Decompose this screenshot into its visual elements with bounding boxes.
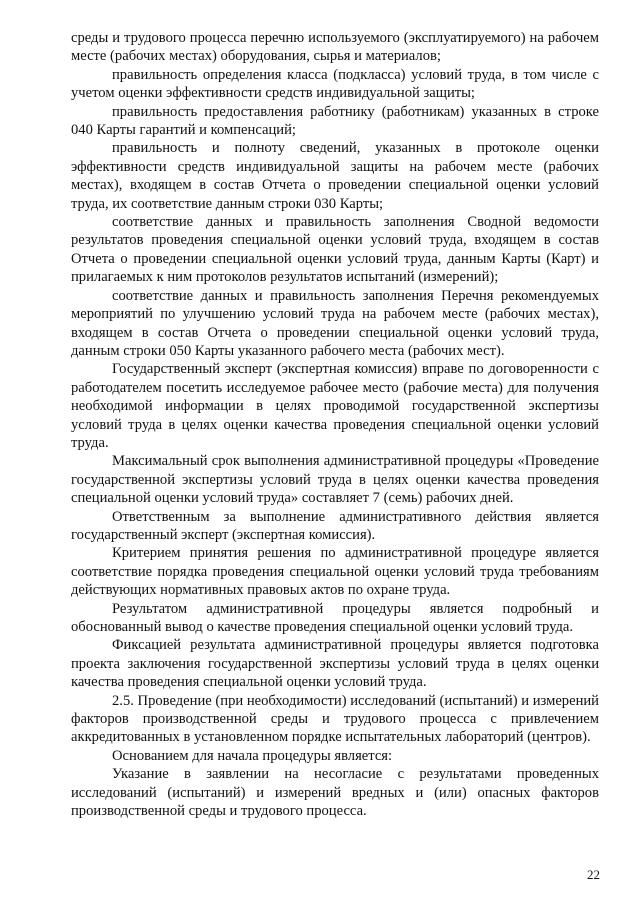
page-number: 22 <box>587 867 600 882</box>
paragraph: Указание в заявлении на несогласие с результатами проведенных исследований (испытаний) и измерений вредных и (или) опасных факторов производственной среды и трудового процесса. <box>71 766 599 820</box>
section-heading-paragraph: 2.5. Проведение (при необходимости) исследований (испытаний) и измерений факторов производственной среды и трудового процесса с привлечением аккредитованных в установленном порядке испытательных лабораторий (центров). <box>71 692 599 746</box>
paragraph: Основанием для начала процедуры является: <box>112 747 393 764</box>
paragraph: Государственный эксперт (экспертная комиссия) вправе по договоренности с работодателем посетить исследуемое рабочее место (рабочие места) для получения необходимой информации в целях проводимой государственной экспертизы условий труда в целях оценки качества проведения специальной оценки условий труда. <box>71 361 599 451</box>
paragraph: Максимальный срок выполнения административной процедуры «Проведение государственной экспертизы условий труда в целях оценки качества проведения специальной оценки условий труда» составляет 7 (семь) рабочих дней. <box>71 453 599 507</box>
paragraph: правильность и полноту сведений, указанных в протоколе оценки эффективности средств индивидуальной защиты на рабочем месте (рабочих местах), входящем в состав Отчета о проведении специальной оценки условий труда, их соответствие данным строки 030 Карты; <box>71 140 599 212</box>
paragraph: Ответственным за выполнение административного действия является государственный эксперт (экспертная комиссия). <box>71 508 599 543</box>
document-body <box>71 29 599 820</box>
paragraph: правильность предоставления работнику (работникам) указанных в строке 040 Карты гарантий и компенсаций; <box>71 103 599 139</box>
paragraph: Критерием принятия решения по административной процедуре является соответствие порядка проведения специальной оценки условий труда требованиям действующих нормативных правовых актов по охране труда. <box>71 545 599 599</box>
paragraph: соответствие данных и правильность заполнения Сводной ведомости результатов проведения специальной оценки условий труда, входящем в состав Отчета о проведении специальной оценки условий труда, данным Карты (Карт) и прилагаемых к ним протоколов результатов испытаний (измерений); <box>71 214 599 286</box>
paragraph: Фиксацией результата административной процедуры является подготовка проекта заключения государственной экспертизы условий труда в целях оценки качества проведения специальной оценки условий труда. <box>71 637 599 691</box>
paragraph: соответствие данных и правильность заполнения Перечня рекомендуемых мероприятий по улучшению условий труда на рабочем месте (рабочих местах), входящем в состав Отчета о проведении специальной оценки условий труда, данным строки 050 Карты указанного рабочего места (рабочих мест). <box>71 287 599 359</box>
paragraph-continuation: среды и трудового процесса перечню используемого (эксплуатируемого) на рабочем месте (рабочих местах) оборудования, сырья и материалов; <box>71 30 599 65</box>
paragraph: Результатом административной процедуры является подробный и обоснованный вывод о качестве проведения специальной оценки условий труда. <box>71 600 599 635</box>
paragraph: правильность определения класса (подкласса) условий труда, в том числе с учетом оценки эффективности средств индивидуальной защиты; <box>71 66 599 102</box>
